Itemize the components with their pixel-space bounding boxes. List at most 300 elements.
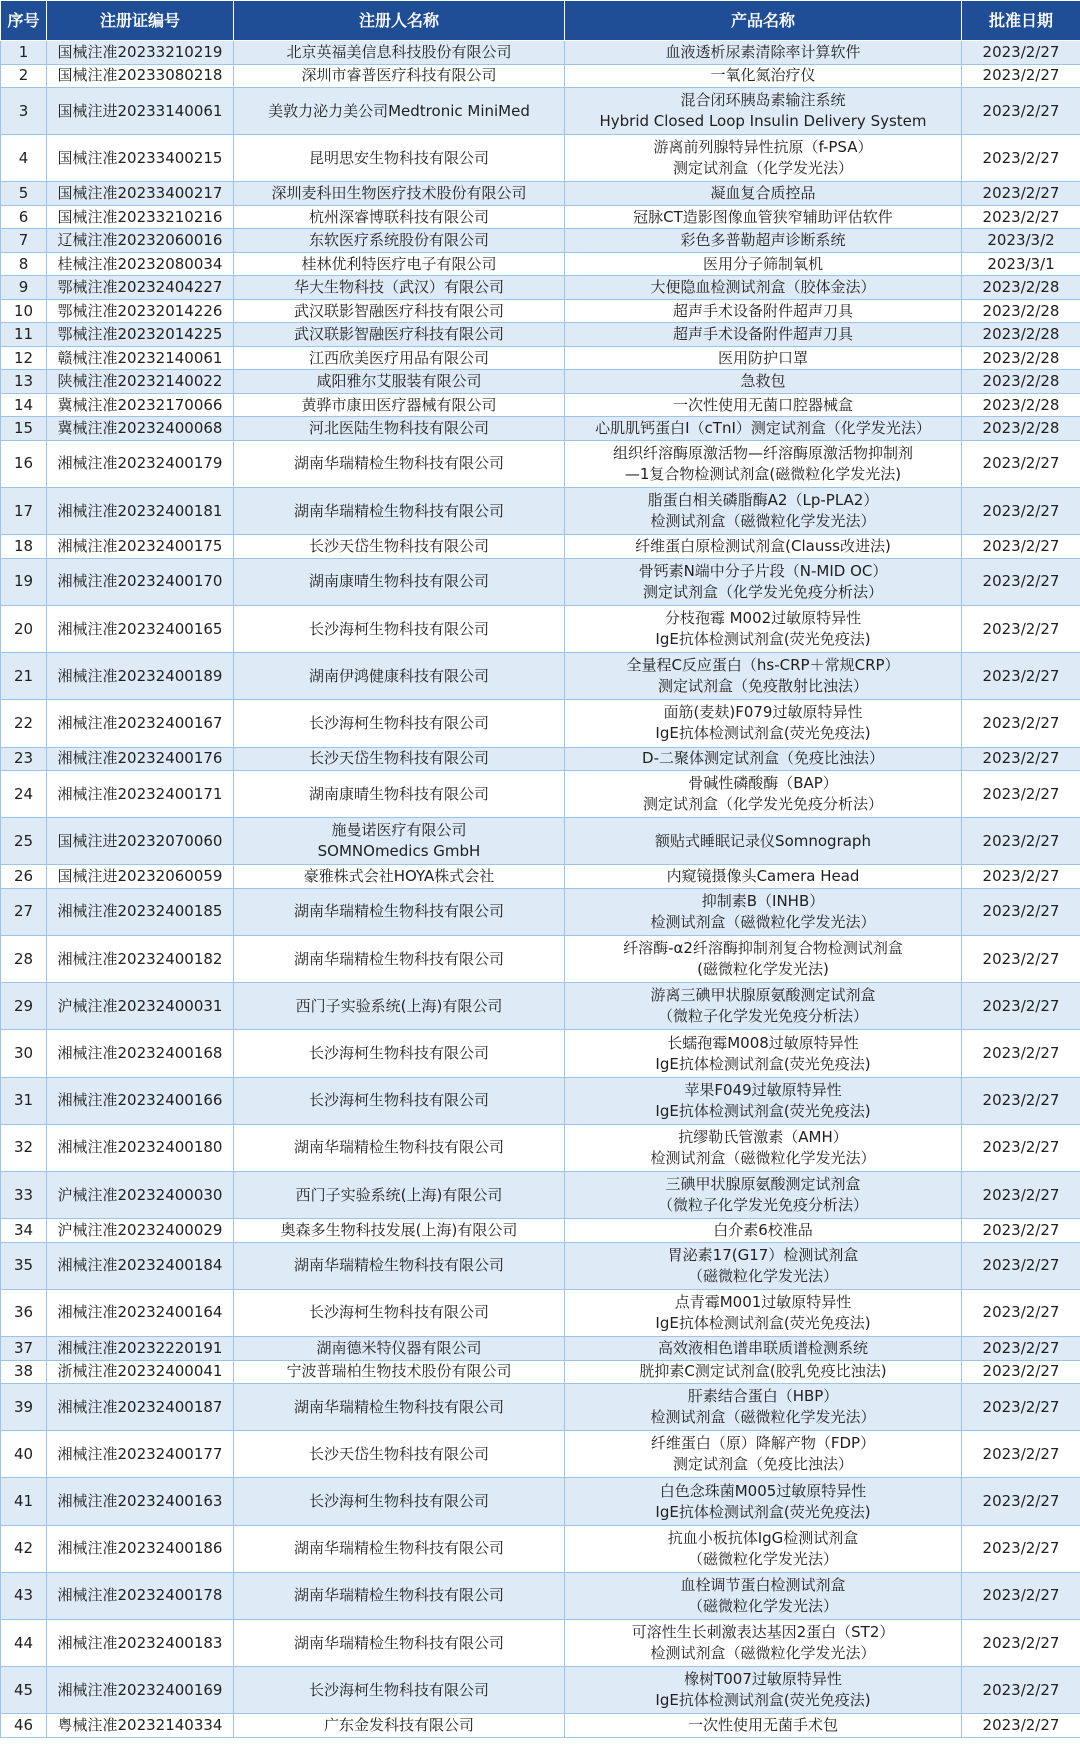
product-name-cell xyxy=(565,229,962,253)
registrant-name-cell xyxy=(234,1431,565,1478)
registration-no-cell: 辽械注准20232060016 xyxy=(47,229,234,253)
approval-date-cell: 2023/2/27 xyxy=(962,771,1080,818)
serial-no-cell: 13 xyxy=(1,370,47,394)
table-row xyxy=(1,1572,1080,1619)
table-row xyxy=(1,936,1080,983)
registrant-name-line: 河北医陆生物科技有限公司 xyxy=(308,419,489,438)
product-name-line: 三碘甲状腺原氨酸测定试剂盒 xyxy=(665,1175,861,1194)
product-name-line: 测定试剂盒（免疫比浊法） xyxy=(672,1455,853,1474)
serial-no-cell: 19 xyxy=(1,558,47,605)
product-name-cell xyxy=(565,41,962,65)
table-row xyxy=(1,323,1080,347)
registrant-name-cell xyxy=(234,1478,565,1525)
registration-no-cell: 沪械注准20232400029 xyxy=(47,1219,234,1243)
approval-date-cell: 2023/2/27 xyxy=(962,440,1080,487)
product-name-line: 测定试剂盒（化学发光免疫分析法） xyxy=(642,795,883,814)
product-name-cell xyxy=(565,88,962,135)
product-name-line: 检测试剂盒（磁微粒化学发光法） xyxy=(650,1148,876,1167)
header-row xyxy=(1,1,1080,41)
registrant-name-line: 广东金发科技有限公司 xyxy=(323,1716,474,1735)
registrant-name-line: 湖南华瑞精检生物科技有限公司 xyxy=(293,1633,504,1652)
product-name-cell xyxy=(565,1431,962,1478)
registration-no-cell: 湘械注准20232400176 xyxy=(47,747,234,771)
serial-no-cell: 30 xyxy=(1,1030,47,1077)
registrant-name-cell xyxy=(234,182,565,206)
registrant-name-cell xyxy=(234,229,565,253)
serial-no-cell: 37 xyxy=(1,1337,47,1361)
serial-no-cell: 21 xyxy=(1,653,47,700)
serial-no-cell: 15 xyxy=(1,417,47,441)
approval-date-cell: 2023/2/28 xyxy=(962,393,1080,417)
product-name-line: 抗缪勒氏管激素（AMH） xyxy=(678,1127,848,1146)
registrant-name-cell xyxy=(234,252,565,276)
registrant-name-line: 宁波普瑞柏生物技术股份有限公司 xyxy=(286,1362,512,1381)
serial-no-cell: 31 xyxy=(1,1077,47,1124)
registrant-name-cell xyxy=(234,1077,565,1124)
serial-no-cell: 38 xyxy=(1,1360,47,1384)
product-name-line: 抑制素B（INHB） xyxy=(701,891,825,910)
table-row xyxy=(1,1124,1080,1171)
product-name-line: 血栓调节蛋白检测试剂盒 xyxy=(680,1575,846,1594)
approval-date-cell: 2023/2/27 xyxy=(962,1572,1080,1619)
registration-no-cell: 浙械注准20232400041 xyxy=(47,1360,234,1384)
registrant-name-line: 深圳麦科田生物医疗技术股份有限公司 xyxy=(271,184,527,203)
approval-date-cell: 2023/2/27 xyxy=(962,653,1080,700)
product-name-line: 胱抑素C测定试剂盒(胶乳免疫比浊法) xyxy=(639,1362,887,1381)
product-name-cell xyxy=(565,1714,962,1738)
table-row xyxy=(1,1525,1080,1572)
registrant-name-cell xyxy=(234,1172,565,1219)
product-name-line: IgE抗体检测试剂盒(荧光免疫法) xyxy=(655,630,871,649)
registration-no-cell: 湘械注准20232400186 xyxy=(47,1525,234,1572)
registrant-name-cell xyxy=(234,1242,565,1289)
product-name-line: 高效液相色谱串联质谱检测系统 xyxy=(657,1338,868,1357)
serial-no-cell: 24 xyxy=(1,771,47,818)
approval-date-cell: 2023/2/27 xyxy=(962,1337,1080,1361)
approval-date-cell: 2023/2/27 xyxy=(962,1714,1080,1738)
approval-date-cell: 2023/2/27 xyxy=(962,182,1080,206)
registrant-name-line: 深圳市睿普医疗科技有限公司 xyxy=(301,66,497,85)
registration-no-cell: 鄂械注准20232014225 xyxy=(47,323,234,347)
product-name-line: 检测试剂盒（磁微粒化学发光法） xyxy=(650,912,876,931)
product-name-line: 游离前列腺特异性抗原（f-PSA） xyxy=(653,138,873,157)
serial-no-cell: 46 xyxy=(1,1714,47,1738)
registration-no-cell: 湘械注准20232400189 xyxy=(47,653,234,700)
table-body xyxy=(1,41,1080,1738)
product-name-cell xyxy=(565,700,962,747)
table-row xyxy=(1,252,1080,276)
registrant-name-cell xyxy=(234,41,565,65)
registrant-name-line: 湖南华瑞精检生物科技有限公司 xyxy=(293,501,504,520)
registration-no-cell: 赣械注准20232140061 xyxy=(47,346,234,370)
product-name-cell xyxy=(565,1478,962,1525)
table-row xyxy=(1,440,1080,487)
registrant-name-line: 湖南华瑞精检生物科技有限公司 xyxy=(293,1138,504,1157)
product-name-line: 混合闭环胰岛素输注系统 xyxy=(680,91,846,110)
product-name-cell xyxy=(565,936,962,983)
approval-date-cell: 2023/2/28 xyxy=(962,276,1080,300)
registrant-name-cell xyxy=(234,135,565,182)
product-name-cell xyxy=(565,276,962,300)
registrant-name-cell xyxy=(234,346,565,370)
product-name-line: 肝素结合蛋白（HBP） xyxy=(687,1387,839,1406)
table-row xyxy=(1,983,1080,1030)
table-row xyxy=(1,276,1080,300)
registrant-name-line: 施曼诺医疗有限公司 xyxy=(331,821,467,840)
product-name-line: 纤维蛋白原检测试剂盒(Clauss改进法) xyxy=(635,537,891,555)
product-name-cell xyxy=(565,1337,962,1361)
approval-date-cell: 2023/2/28 xyxy=(962,370,1080,394)
serial-no-cell: 41 xyxy=(1,1478,47,1525)
registrant-name-line: 杭州深睿博联科技有限公司 xyxy=(308,207,489,226)
serial-no-cell: 39 xyxy=(1,1384,47,1431)
table-row xyxy=(1,1030,1080,1077)
registration-no-cell: 鄂械注准20232404227 xyxy=(47,276,234,300)
product-name-cell xyxy=(565,771,962,818)
registrant-name-line: 西门子实验系统(上海)有限公司 xyxy=(295,1185,503,1204)
registrant-name-line: 武汉联影智融医疗科技有限公司 xyxy=(293,325,504,344)
approval-date-cell: 2023/2/27 xyxy=(962,558,1080,605)
table-row xyxy=(1,299,1080,323)
serial-no-cell: 40 xyxy=(1,1431,47,1478)
registrant-name-line: 长沙海柯生物科技有限公司 xyxy=(308,1492,489,1511)
approval-date-cell: 2023/2/27 xyxy=(962,747,1080,771)
table-row xyxy=(1,653,1080,700)
product-name-cell xyxy=(565,983,962,1030)
table-row xyxy=(1,417,1080,441)
product-name-line: —1复合物检测试剂盒(磁微粒化学发光法) xyxy=(624,464,902,483)
registrant-name-line: 长沙海柯生物科技有限公司 xyxy=(308,1303,489,1322)
table-row xyxy=(1,229,1080,253)
registrant-name-cell xyxy=(234,1620,565,1667)
product-name-line: 全量程C反应蛋白（hs-CRP＋常规CRP） xyxy=(626,656,900,675)
serial-no-cell: 1 xyxy=(1,41,47,65)
registrant-name-cell xyxy=(234,558,565,605)
registrant-name-cell xyxy=(234,1289,565,1336)
header-approval-date: 批准日期 xyxy=(962,1,1080,41)
registrant-name-cell xyxy=(234,205,565,229)
table-row xyxy=(1,1077,1080,1124)
product-name-cell xyxy=(565,252,962,276)
product-name-line: 橡树T007过敏原特异性 xyxy=(684,1670,842,1689)
registrant-name-line: 咸阳雅尔艾服装有限公司 xyxy=(316,372,482,391)
table-row xyxy=(1,605,1080,652)
product-name-line: 检测试剂盒（磁微粒化学发光法） xyxy=(650,1408,876,1427)
registration-no-cell: 国械注准20233080218 xyxy=(47,64,234,88)
serial-no-cell: 12 xyxy=(1,346,47,370)
product-name-cell xyxy=(565,1572,962,1619)
approval-date-cell: 2023/2/27 xyxy=(962,64,1080,88)
table-row xyxy=(1,1620,1080,1667)
approval-date-cell: 2023/2/27 xyxy=(962,41,1080,65)
header-serial-no: 序号 xyxy=(1,1,47,41)
registrant-name-cell xyxy=(234,1384,565,1431)
registration-no-cell: 湘械注准20232400187 xyxy=(47,1384,234,1431)
approval-date-cell: 2023/2/27 xyxy=(962,1667,1080,1714)
approval-date-cell: 2023/3/2 xyxy=(962,229,1080,253)
serial-no-cell: 18 xyxy=(1,535,47,559)
product-name-cell xyxy=(565,888,962,935)
product-name-cell xyxy=(565,747,962,771)
product-name-line: 医用防护口罩 xyxy=(717,348,808,367)
table-row xyxy=(1,1360,1080,1384)
product-name-line: （磁微粒化学发光法） xyxy=(687,1549,838,1568)
table-row xyxy=(1,700,1080,747)
approval-date-cell: 2023/2/27 xyxy=(962,1384,1080,1431)
approval-date-cell: 2023/2/27 xyxy=(962,1219,1080,1243)
registrant-name-line: 昆明思安生物科技有限公司 xyxy=(308,148,489,167)
product-name-line: 分枝孢霉 M002过敏原特异性 xyxy=(664,609,862,628)
header-registrant-name: 注册人名称 xyxy=(234,1,565,41)
product-name-line: 脂蛋白相关磷脂酶A2（Lp-PLA2） xyxy=(647,491,879,510)
product-name-cell xyxy=(565,1242,962,1289)
approval-date-cell: 2023/2/27 xyxy=(962,865,1080,889)
product-name-cell xyxy=(565,818,962,865)
product-name-line: 苹果F049过敏原特异性 xyxy=(684,1080,842,1099)
product-name-line: 急救包 xyxy=(740,372,786,391)
product-name-line: IgE抗体检测试剂盒(荧光免疫法) xyxy=(655,1691,871,1710)
serial-no-cell: 34 xyxy=(1,1219,47,1243)
approval-date-cell: 2023/2/27 xyxy=(962,488,1080,535)
serial-no-cell: 6 xyxy=(1,205,47,229)
registrant-name-cell xyxy=(234,393,565,417)
header-product-name: 产品名称 xyxy=(565,1,962,41)
product-name-line: 白色念珠菌M005过敏原特异性 xyxy=(659,1481,867,1500)
approval-date-cell: 2023/2/27 xyxy=(962,936,1080,983)
serial-no-cell: 25 xyxy=(1,818,47,865)
approval-date-cell: 2023/2/28 xyxy=(962,323,1080,347)
approval-date-cell: 2023/2/28 xyxy=(962,346,1080,370)
registration-no-cell: 湘械注准20232400170 xyxy=(47,558,234,605)
serial-no-cell: 45 xyxy=(1,1667,47,1714)
registration-no-cell: 国械注准20233400217 xyxy=(47,182,234,206)
product-name-line: 血液透析尿素清除率计算软件 xyxy=(665,42,861,61)
product-name-line: 抗血小板抗体IgG检测试剂盒 xyxy=(667,1528,859,1547)
table-row xyxy=(1,1431,1080,1478)
approval-date-cell: 2023/2/27 xyxy=(962,1360,1080,1384)
registrant-name-line: 长沙天岱生物科技有限公司 xyxy=(308,1444,489,1463)
registrant-name-cell xyxy=(234,276,565,300)
product-name-line: 一次性使用无菌手术包 xyxy=(687,1716,838,1735)
product-name-line: IgE抗体检测试剂盒(荧光免疫法) xyxy=(655,724,871,743)
registrant-name-cell xyxy=(234,818,565,865)
serial-no-cell: 8 xyxy=(1,252,47,276)
product-name-cell xyxy=(565,605,962,652)
approval-date-cell: 2023/2/27 xyxy=(962,1030,1080,1077)
product-name-line: 可溶性生长刺激表达基因2蛋白（ST2） xyxy=(631,1623,895,1642)
product-name-cell xyxy=(565,370,962,394)
registration-no-cell: 湘械注准20232400181 xyxy=(47,488,234,535)
product-name-line: IgE抗体检测试剂盒(荧光免疫法) xyxy=(655,1101,871,1120)
table-row xyxy=(1,1714,1080,1738)
table-row xyxy=(1,1219,1080,1243)
registrant-name-line: 江西欣美医疗用品有限公司 xyxy=(308,348,489,367)
registrant-name-line: 湖南康晴生物科技有限公司 xyxy=(308,784,489,803)
registrant-name-line: 长沙天岱生物科技有限公司 xyxy=(308,537,489,555)
product-name-cell xyxy=(565,1667,962,1714)
registration-no-cell: 沪械注准20232400030 xyxy=(47,1172,234,1219)
registrant-name-line: 长沙天岱生物科技有限公司 xyxy=(308,749,489,768)
product-name-cell xyxy=(565,488,962,535)
registrant-name-cell xyxy=(234,865,565,889)
serial-no-cell: 10 xyxy=(1,299,47,323)
table-row xyxy=(1,88,1080,135)
registration-no-cell: 湘械注准20232400184 xyxy=(47,1242,234,1289)
registrant-name-line: 美敦力泌力美公司Medtronic MiniMed xyxy=(268,101,530,120)
approval-date-cell: 2023/2/27 xyxy=(962,1431,1080,1478)
approval-date-cell: 2023/2/28 xyxy=(962,417,1080,441)
product-name-cell xyxy=(565,1219,962,1243)
serial-no-cell: 42 xyxy=(1,1525,47,1572)
product-name-line: （微粒子化学发光免疫分析法） xyxy=(657,1007,868,1026)
registration-no-cell: 国械注进20233140061 xyxy=(47,88,234,135)
serial-no-cell: 35 xyxy=(1,1242,47,1289)
product-name-cell xyxy=(565,440,962,487)
registrant-name-line: 湖南华瑞精检生物科技有限公司 xyxy=(293,1256,504,1275)
registrant-name-cell xyxy=(234,888,565,935)
registrant-name-line: 湖南伊鸿健康科技有限公司 xyxy=(308,666,489,685)
product-name-cell xyxy=(565,1525,962,1572)
registrant-name-cell xyxy=(234,747,565,771)
product-name-line: 测定试剂盒（化学发光法） xyxy=(672,159,853,178)
registration-no-cell: 湘械注准20232400167 xyxy=(47,700,234,747)
table-row xyxy=(1,1337,1080,1361)
approval-date-cell: 2023/2/27 xyxy=(962,205,1080,229)
table-row xyxy=(1,135,1080,182)
approval-date-cell: 2023/2/27 xyxy=(962,88,1080,135)
approval-date-cell: 2023/3/1 xyxy=(962,252,1080,276)
product-name-line: IgE抗体检测试剂盒(荧光免疫法) xyxy=(655,1054,871,1073)
serial-no-cell: 27 xyxy=(1,888,47,935)
registrant-name-cell xyxy=(234,1360,565,1384)
registration-no-cell: 国械注准20233210219 xyxy=(47,41,234,65)
approval-date-cell: 2023/2/27 xyxy=(962,1289,1080,1336)
registration-no-cell: 湘械注准20232400185 xyxy=(47,888,234,935)
product-name-line: 骨钙素N端中分子片段（N-MID OC） xyxy=(638,561,888,580)
product-name-line: 检测试剂盒（磁微粒化学发光法） xyxy=(650,1644,876,1663)
registration-no-cell: 鄂械注准20232014226 xyxy=(47,299,234,323)
product-name-line: 骨碱性磷酸酶（BAP） xyxy=(688,774,838,793)
registrant-name-line: 西门子实验系统(上海)有限公司 xyxy=(295,996,503,1015)
product-name-cell xyxy=(565,417,962,441)
registrant-name-cell xyxy=(234,1124,565,1171)
registrant-name-cell xyxy=(234,1030,565,1077)
product-name-line: 医用分子筛制氧机 xyxy=(702,254,823,273)
product-name-line: 检测试剂盒（磁微粒化学发光法） xyxy=(650,512,876,531)
serial-no-cell: 28 xyxy=(1,936,47,983)
serial-no-cell: 20 xyxy=(1,605,47,652)
table-row xyxy=(1,818,1080,865)
product-name-line: 纤溶酶-α2纤溶酶抑制剂复合物检测试剂盒 xyxy=(623,939,903,958)
approval-date-cell: 2023/2/27 xyxy=(962,1172,1080,1219)
registration-no-cell: 湘械注准20232400182 xyxy=(47,936,234,983)
table-row xyxy=(1,771,1080,818)
approval-date-cell: 2023/2/27 xyxy=(962,1242,1080,1289)
product-name-line: 一氧化氮治疗仪 xyxy=(710,66,816,85)
approval-date-cell: 2023/2/27 xyxy=(962,818,1080,865)
registrant-name-cell xyxy=(234,605,565,652)
serial-no-cell: 26 xyxy=(1,865,47,889)
table-row xyxy=(1,558,1080,605)
registration-no-cell: 湘械注准20232400164 xyxy=(47,1289,234,1336)
registration-no-cell: 冀械注准20232400068 xyxy=(47,417,234,441)
product-name-cell xyxy=(565,205,962,229)
table-row xyxy=(1,1384,1080,1431)
registrant-name-line: 东软医疗系统股份有限公司 xyxy=(308,231,489,250)
table-row xyxy=(1,182,1080,206)
approval-date-cell: 2023/2/28 xyxy=(962,299,1080,323)
table-row xyxy=(1,370,1080,394)
registrant-name-line: 长沙海柯生物科技有限公司 xyxy=(308,619,489,638)
product-name-cell xyxy=(565,558,962,605)
approval-date-cell: 2023/2/27 xyxy=(962,1478,1080,1525)
approval-date-cell: 2023/2/27 xyxy=(962,535,1080,559)
product-name-line: 长蠕孢霉M008过敏原特异性 xyxy=(667,1033,859,1052)
registration-no-cell: 湘械注准20232400179 xyxy=(47,440,234,487)
product-name-line: IgE抗体检测试剂盒(荧光免疫法) xyxy=(655,1313,871,1332)
registrant-name-line: 湖南华瑞精检生物科技有限公司 xyxy=(293,1539,504,1558)
product-name-line: 组织纤溶酶原激活物—纤溶酶原激活物抑制剂 xyxy=(612,443,913,462)
registration-no-cell: 湘械注准20232400177 xyxy=(47,1431,234,1478)
approval-date-cell: 2023/2/27 xyxy=(962,605,1080,652)
table-row xyxy=(1,888,1080,935)
registration-no-cell: 冀械注准20232170066 xyxy=(47,393,234,417)
table-row xyxy=(1,205,1080,229)
table-row xyxy=(1,535,1080,559)
product-name-cell xyxy=(565,1077,962,1124)
registrant-name-cell xyxy=(234,299,565,323)
registrant-name-line: 黄骅市康田医疗器械有限公司 xyxy=(301,395,497,414)
registrant-name-line: SOMNOmedics GmbH xyxy=(317,842,481,861)
registrant-name-cell xyxy=(234,1337,565,1361)
product-name-cell xyxy=(565,1030,962,1077)
registration-no-cell: 国械注准20233210216 xyxy=(47,205,234,229)
registration-no-cell: 湘械注准20232400168 xyxy=(47,1030,234,1077)
registration-no-cell: 湘械注准20232400178 xyxy=(47,1572,234,1619)
registrant-name-line: 豪雅株式会社HOYA株式会社 xyxy=(303,867,495,886)
product-name-line: IgE抗体检测试剂盒(荧光免疫法) xyxy=(655,1502,871,1521)
registrant-name-line: 长沙海柯生物科技有限公司 xyxy=(308,1044,489,1063)
registration-no-cell: 湘械注准20232400165 xyxy=(47,605,234,652)
serial-no-cell: 14 xyxy=(1,393,47,417)
approval-date-cell: 2023/2/27 xyxy=(962,1620,1080,1667)
approval-date-cell: 2023/2/27 xyxy=(962,700,1080,747)
product-name-cell xyxy=(565,1384,962,1431)
registrant-name-cell xyxy=(234,1667,565,1714)
product-name-line: 内窥镜摄像头Camera Head xyxy=(666,867,860,886)
product-name-cell xyxy=(565,1124,962,1171)
serial-no-cell: 5 xyxy=(1,182,47,206)
product-name-line: 大便隐血检测试剂盒（胶体金法） xyxy=(650,278,876,297)
registrant-name-cell xyxy=(234,1525,565,1572)
approval-date-cell: 2023/2/27 xyxy=(962,888,1080,935)
registration-no-cell: 湘械注准20232400183 xyxy=(47,1620,234,1667)
registration-no-cell: 湘械注准20232400175 xyxy=(47,535,234,559)
product-name-line: D-二聚体测定试剂盒（免疫比浊法） xyxy=(642,749,884,768)
table-row xyxy=(1,346,1080,370)
table-row xyxy=(1,41,1080,65)
table-row xyxy=(1,1289,1080,1336)
serial-no-cell: 3 xyxy=(1,88,47,135)
registrant-name-cell xyxy=(234,88,565,135)
registrant-name-line: 长沙海柯生物科技有限公司 xyxy=(308,713,489,732)
product-name-line: 凝血复合质控品 xyxy=(710,184,816,203)
product-name-line: 面筋(麦麸)F079过敏原特异性 xyxy=(663,703,863,722)
table-row xyxy=(1,64,1080,88)
product-name-line: 点青霉M001过敏原特异性 xyxy=(674,1292,852,1311)
registrant-name-line: 湖南华瑞精检生物科技有限公司 xyxy=(293,1397,504,1416)
table-row xyxy=(1,1172,1080,1219)
